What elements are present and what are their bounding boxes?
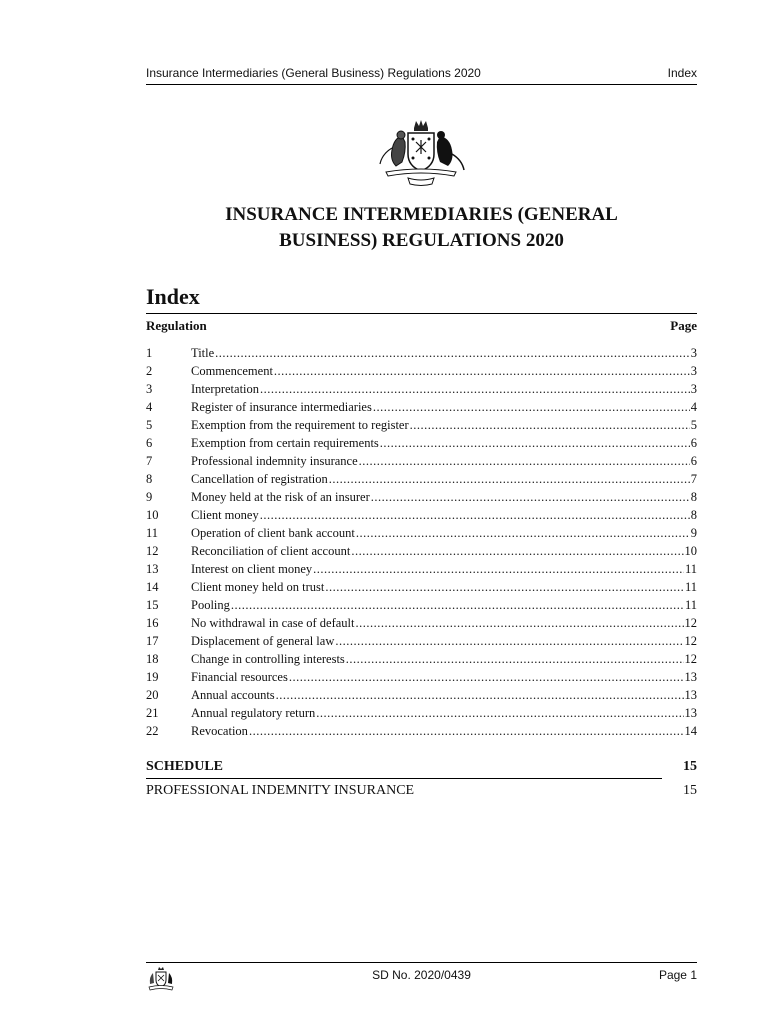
entry-label: Pooling: [191, 598, 230, 612]
entry-label: Interest on client money: [191, 562, 313, 576]
index-heading: Index: [146, 284, 200, 309]
schedule-title: PROFESSIONAL INDEMNITY INSURANCE: [146, 783, 415, 798]
entry-label: No withdrawal in case of default: [191, 616, 355, 630]
entry-label: Annual regulatory return: [191, 706, 316, 720]
index-entry[interactable]: [146, 436, 697, 454]
index-entry[interactable]: [146, 634, 697, 652]
entry-number: 20: [146, 688, 159, 702]
entry-number: 19: [146, 670, 159, 684]
index-entry[interactable]: [146, 400, 697, 418]
entry-page: 11: [684, 598, 697, 612]
page-footer: [146, 962, 697, 993]
entry-label: Annual accounts: [191, 688, 275, 702]
entry-label: Interpretation: [191, 382, 260, 396]
entry-label: Change in controlling interests: [191, 652, 345, 666]
entry-page: 10: [684, 544, 697, 558]
entry-label: Exemption from the requirement to register: [191, 418, 409, 432]
entry-number: 14: [146, 580, 159, 594]
dot-leader: [289, 670, 684, 685]
entry-number: 18: [146, 652, 159, 666]
entry-page: 9: [690, 526, 697, 540]
entry-number: 21: [146, 706, 159, 720]
entry-label: Money held at the risk of an insurer: [191, 490, 370, 504]
entry-page: 14: [684, 724, 697, 738]
entry-number: 16: [146, 616, 159, 630]
index-list: [146, 346, 697, 742]
entry-number: 12: [146, 544, 159, 558]
index-entry[interactable]: [146, 562, 697, 580]
entry-page: 13: [684, 706, 697, 720]
entry-page: 3: [690, 382, 697, 396]
entry-page: 6: [690, 454, 697, 468]
entry-page: 7: [690, 472, 697, 486]
page-number: Page 1: [658, 968, 697, 982]
entry-number: 9: [146, 490, 153, 504]
dot-leader: [351, 544, 683, 559]
dot-leader: [356, 526, 690, 541]
entry-page: 12: [684, 634, 697, 648]
index-entry[interactable]: [146, 490, 697, 508]
coat-of-arms-icon: [372, 118, 470, 188]
entry-page: 13: [684, 670, 697, 684]
entry-number: 8: [146, 472, 153, 486]
dot-leader: [274, 364, 690, 379]
dot-leader: [316, 706, 683, 721]
index-entry[interactable]: [146, 382, 697, 400]
index-entry[interactable]: [146, 544, 697, 562]
dot-leader: [325, 580, 684, 595]
entry-label: Reconciliation of client account: [191, 544, 351, 558]
entry-label: Commencement: [191, 364, 273, 378]
index-entry[interactable]: [146, 364, 697, 382]
entry-label: Professional indemnity insurance: [191, 454, 358, 468]
index-entry[interactable]: [146, 472, 697, 490]
entry-number: 7: [146, 454, 153, 468]
schedule-title-page: 15: [683, 783, 697, 798]
entry-label: Client money: [191, 508, 259, 522]
index-divider: [146, 313, 697, 314]
entry-number: 17: [146, 634, 159, 648]
dot-leader: [231, 598, 684, 613]
index-entry[interactable]: [146, 598, 697, 616]
dot-leader: [329, 472, 690, 487]
entry-label: Financial resources: [191, 670, 288, 684]
page-column-header: Page: [670, 318, 697, 333]
entry-page: 8: [690, 490, 697, 504]
dot-leader: [355, 616, 683, 631]
index-entry[interactable]: [146, 580, 697, 598]
index-entry[interactable]: [146, 652, 697, 670]
entry-number: 11: [146, 526, 159, 540]
index-entry[interactable]: [146, 346, 697, 364]
dot-leader: [371, 490, 690, 505]
header-section-name: Index: [667, 66, 697, 80]
index-entry[interactable]: [146, 706, 697, 724]
entry-label: Cancellation of registration: [191, 472, 328, 486]
document-title-line-1: INSURANCE INTERMEDIARIES (GENERAL: [225, 204, 618, 225]
entry-page: 3: [690, 364, 697, 378]
entry-number: 4: [146, 400, 153, 414]
dot-leader: [380, 436, 690, 451]
entry-page: 12: [684, 652, 697, 666]
entry-page: 5: [690, 418, 697, 432]
entry-page: 11: [684, 562, 697, 576]
entry-number: 10: [146, 508, 159, 522]
entry-number: 13: [146, 562, 159, 576]
index-entry[interactable]: [146, 418, 697, 436]
entry-number: 5: [146, 418, 153, 432]
entry-number: 22: [146, 724, 159, 738]
dot-leader: [260, 508, 690, 523]
entry-label: Displacement of general law: [191, 634, 335, 648]
dot-leader: [313, 562, 684, 577]
entry-number: 2: [146, 364, 153, 378]
schedule-entry[interactable]: [146, 759, 697, 779]
sd-number: SD No. 2020/0439: [372, 968, 471, 982]
index-entry[interactable]: [146, 454, 697, 472]
dot-leader: [335, 634, 683, 649]
entry-label: Client money held on trust: [191, 580, 325, 594]
dot-leader: [276, 688, 684, 703]
index-entry[interactable]: [146, 508, 697, 526]
entry-page: 12: [684, 616, 697, 630]
entry-page: 13: [684, 688, 697, 702]
schedule-underline: [146, 778, 662, 779]
entry-page: 6: [690, 436, 697, 450]
schedule-label: SCHEDULE: [146, 759, 224, 774]
entry-number: 6: [146, 436, 153, 450]
dot-leader: [346, 652, 684, 667]
dot-leader: [215, 346, 690, 361]
schedule-page: 15: [683, 759, 697, 774]
dot-leader: [359, 454, 690, 469]
entry-page: 11: [684, 580, 697, 594]
document-title-line-2: BUSINESS) REGULATIONS 2020: [279, 230, 564, 251]
entry-label: Operation of client bank account: [191, 526, 355, 540]
dot-leader: [249, 724, 684, 739]
index-entry[interactable]: [146, 526, 697, 544]
index-entry[interactable]: [146, 688, 697, 706]
dot-leader: [373, 400, 690, 415]
entry-page: 3: [690, 346, 697, 360]
index-entry[interactable]: [146, 724, 697, 742]
schedule-title-entry[interactable]: [146, 783, 697, 801]
entry-page: 4: [690, 400, 697, 414]
header-document-title: Insurance Intermediaries (General Business) Regulations 2020: [146, 66, 481, 80]
entry-label: Register of insurance intermediaries: [191, 400, 372, 414]
entry-label: Exemption from certain requirements: [191, 436, 379, 450]
dot-leader: [410, 418, 690, 433]
dot-leader: [260, 382, 690, 397]
entry-label: Title: [191, 346, 215, 360]
page-header: [146, 64, 697, 85]
regulation-column-header: Regulation: [146, 318, 207, 333]
entry-number: 3: [146, 382, 153, 396]
index-entry[interactable]: [146, 616, 697, 634]
entry-page: 8: [690, 508, 697, 522]
entry-label: Revocation: [191, 724, 248, 738]
document-title: [146, 202, 697, 254]
entry-number: 1: [146, 346, 153, 360]
index-entry[interactable]: [146, 670, 697, 688]
entry-number: 15: [146, 598, 159, 612]
